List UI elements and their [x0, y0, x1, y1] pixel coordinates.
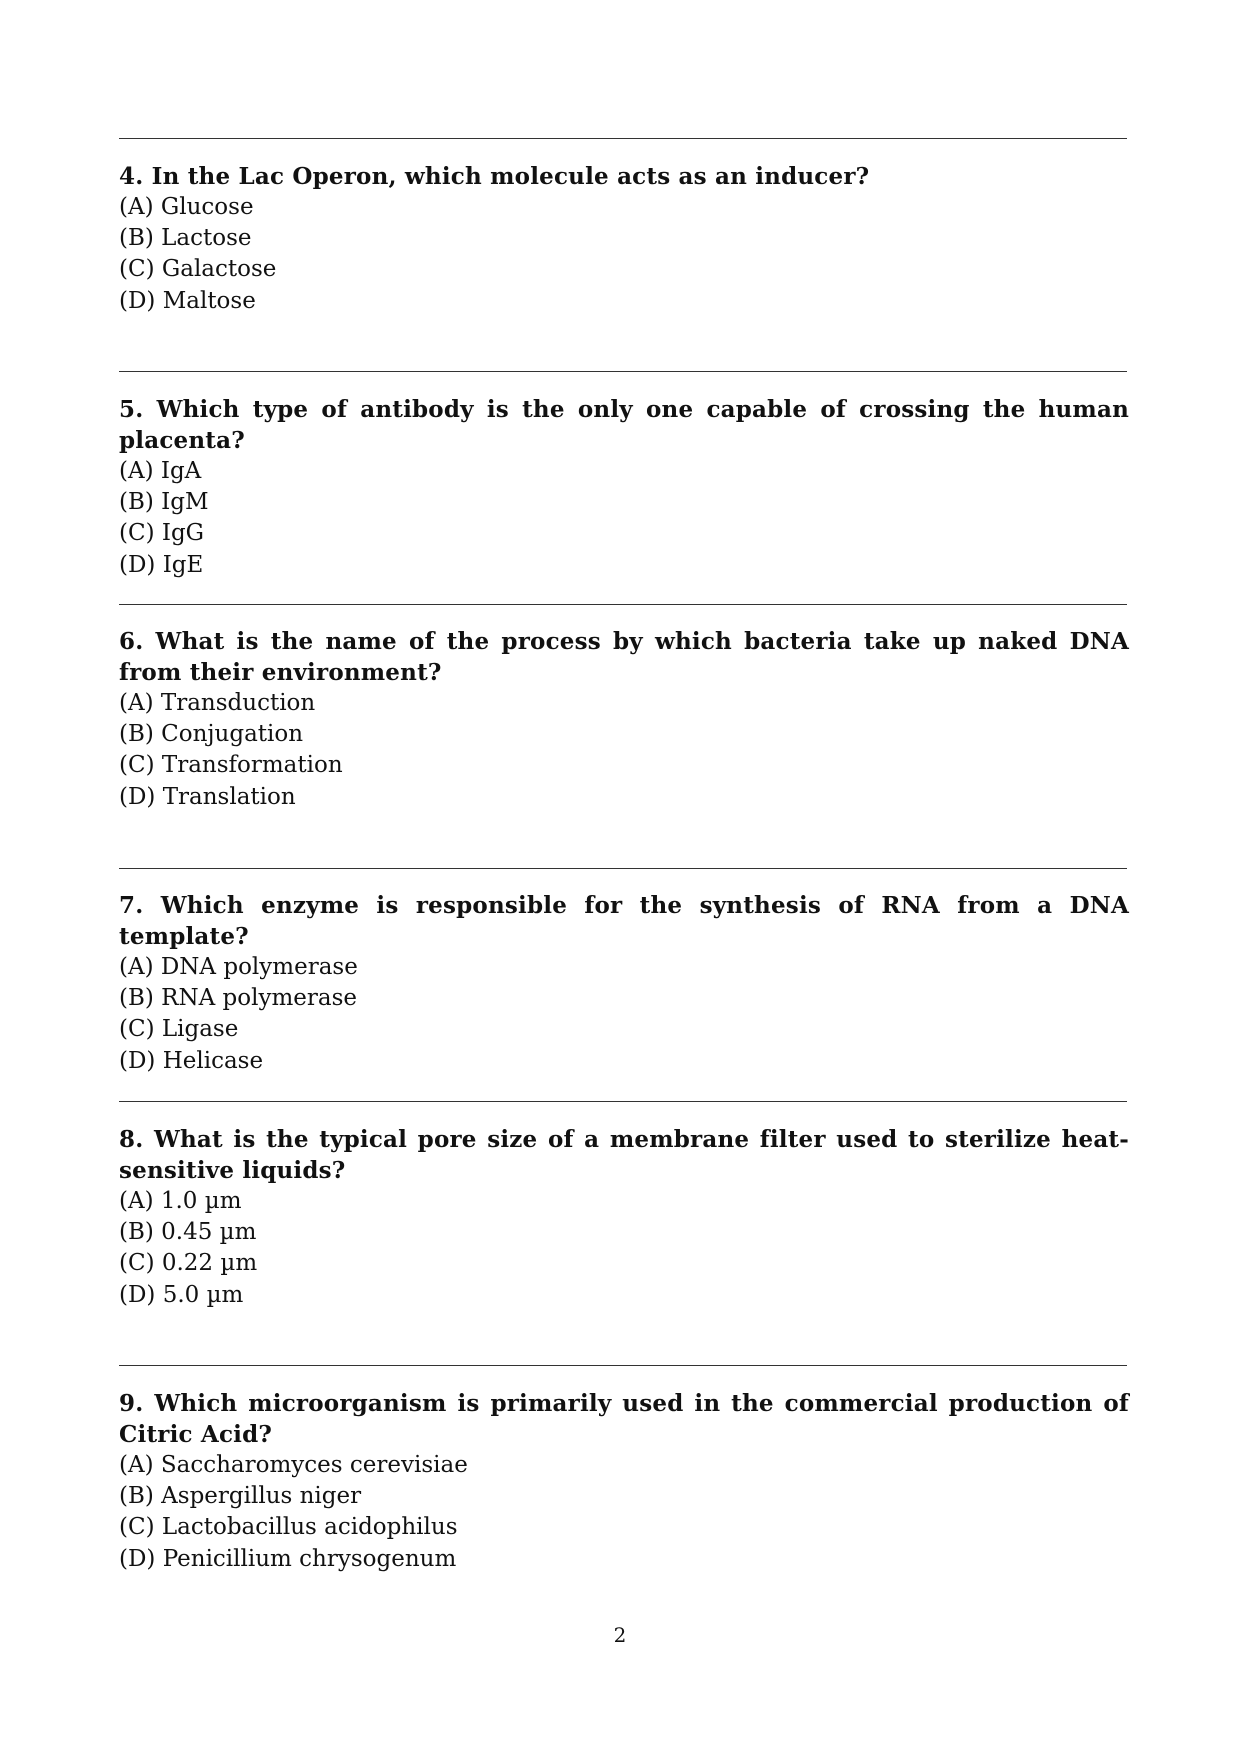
option-d: (D) Translation [119, 783, 296, 810]
option-d: (D) Helicase [119, 1047, 264, 1074]
question-7 [119, 890, 1129, 1077]
option-d: (D) IgE [119, 551, 204, 578]
page-number: 2 [613, 1623, 627, 1647]
option-a: (A) Saccharomyces cerevisiae [119, 1452, 468, 1478]
question-prompt: 4. In the Lac Operon, which molecule acts as an inducer? [119, 163, 870, 190]
option-b: (B) Aspergillus niger [119, 1483, 362, 1510]
divider [119, 1365, 1127, 1366]
divider [119, 604, 1127, 605]
question-prompt: 6. What is the name of the process by which bacteria take up naked DNA from their environment? [119, 628, 1129, 686]
divider [119, 138, 1127, 139]
question-prompt: 8. What is the typical pore size of a membrane filter used to sterilize heat-sensitive liquids? [119, 1126, 1129, 1184]
question-6 [119, 626, 1129, 813]
option-d: (D) Maltose [119, 287, 256, 314]
option-b: (B) RNA polymerase [119, 985, 357, 1012]
option-c: (C) Lactobacillus acidophilus [119, 1514, 458, 1541]
question-prompt: 5. Which type of antibody is the only one capable of crossing the human placenta? [119, 396, 1129, 454]
option-a: (A) Transduction [119, 690, 316, 716]
option-c: (C) 0.22 µm [119, 1250, 258, 1277]
option-a: (A) DNA polymerase [119, 954, 358, 980]
option-b: (B) 0.45 µm [119, 1219, 257, 1246]
question-4 [119, 161, 1129, 317]
question-9 [119, 1388, 1129, 1575]
option-c: (C) Ligase [119, 1016, 239, 1043]
option-a: (A) IgA [119, 458, 202, 484]
option-b: (B) Lactose [119, 225, 252, 252]
option-a: (A) 1.0 µm [119, 1188, 242, 1214]
option-a: (A) Glucose [119, 194, 254, 220]
option-c: (C) Transformation [119, 752, 343, 779]
option-d: (D) 5.0 µm [119, 1281, 244, 1308]
question-5 [119, 394, 1129, 581]
option-b: (B) IgM [119, 489, 209, 516]
question-prompt: 9. Which microorganism is primarily used in the commercial production of Citric Acid? [119, 1390, 1129, 1448]
option-d: (D) Penicillium chrysogenum [119, 1545, 457, 1572]
option-c: (C) IgG [119, 520, 205, 547]
option-b: (B) Conjugation [119, 721, 304, 748]
divider [119, 1101, 1127, 1102]
divider [119, 371, 1127, 372]
question-8 [119, 1124, 1129, 1311]
question-prompt: 7. Which enzyme is responsible for the synthesis of RNA from a DNA template? [119, 892, 1129, 950]
option-c: (C) Galactose [119, 256, 277, 283]
divider [119, 868, 1127, 869]
